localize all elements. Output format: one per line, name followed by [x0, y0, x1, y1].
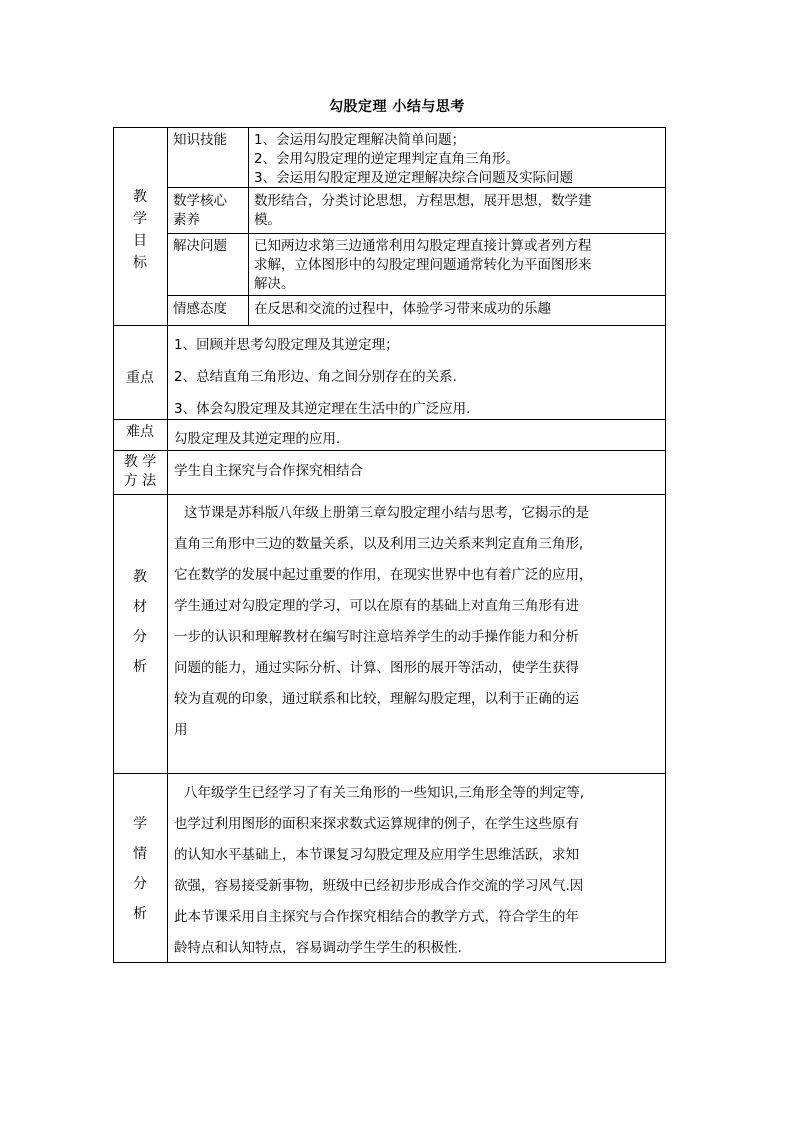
objective-row-knowledge-name: 知识技能	[173, 132, 227, 148]
material-analysis-label: 教 材 分 析	[133, 569, 147, 675]
learner-analysis-line: 也学过利用图形的面积来探求数式运算规律的例子，在学生这些原有	[174, 816, 579, 832]
material-analysis-line: 用	[174, 722, 188, 738]
method-label: 教 学 方 法	[123, 454, 157, 489]
objective-row-knowledge-line: 1、会运用勾股定理解决简单问题；	[254, 132, 466, 148]
objective-row-emotion-line: 在反思和交流的过程中，体验学习带来成功的乐趣	[254, 301, 551, 317]
objective-row-core-line: 模。	[254, 212, 281, 228]
difficulty-text: 勾股定理及其逆定理的应用.	[174, 431, 341, 447]
learner-analysis-line: 的认知水平基础上，本节课复习勾股定理及应用学生思维活跃，求知	[174, 847, 579, 863]
objective-row-core-line: 数形结合，分类讨论思想，方程思想，展开思想，数学建	[254, 193, 592, 209]
objective-row-core-name: 数学核心	[173, 193, 227, 209]
material-analysis-line: 较为直观的印象，通过联系和比较，理解勾股定理，以利于正确的运	[174, 691, 579, 707]
objective-row-solve-line: 解决。	[254, 276, 295, 292]
difficulty-label: 难点	[126, 424, 154, 440]
learner-analysis-line: 八年级学生已经学习了有关三角形的一些知识,三角形全等的判定等,	[184, 785, 585, 801]
material-analysis-line: 这节课是苏科版八年级上册第三章勾股定理小结与思考，它揭示的是	[184, 505, 589, 521]
objective-row-solve-name: 解决问题	[173, 238, 227, 254]
method-text: 学生自主探究与合作探究相结合	[174, 463, 363, 479]
objective-row-solve-line: 已知两边求第三边通常利用勾股定理直接计算或者列方程	[254, 238, 592, 254]
page-title: 勾股定理 小结与思考	[329, 99, 465, 115]
key-point-item: 2、总结直角三角形边、角之间分别存在的关系.	[174, 369, 457, 385]
objectives-label: 教 学 目 标	[133, 189, 147, 271]
objective-row-core-name: 素养	[173, 212, 200, 228]
key-point-item: 3、体会勾股定理及其逆定理在生活中的广泛应用.	[174, 401, 471, 417]
key-point-item: 1、回顾并思考勾股定理及其逆定理；	[174, 337, 399, 353]
learner-analysis-line: 欲强，容易接受新事物，班级中已经初步形成合作交流的学习风气.因	[174, 878, 584, 894]
material-analysis-line: 直角三角形中三边的数量关系，以及利用三边关系来判定直角三角形,	[174, 536, 584, 552]
material-analysis-line: 问题的能力，通过实际分析、计算、图形的展开等活动，使学生获得	[174, 660, 579, 676]
key-points-label: 重点	[126, 370, 154, 386]
material-analysis-line: 一步的认识和理解教材在编写时注意培养学生的动手操作能力和分析	[174, 629, 579, 645]
objective-row-knowledge-line: 2、会用勾股定理的逆定理判定直角三角形。	[254, 151, 520, 167]
objective-row-knowledge-line: 3、会运用勾股定理及逆定理解决综合问题及实际问题	[254, 170, 574, 186]
objective-row-solve-line: 求解，立体图形中的勾股定理问题通常转化为平面图形来	[254, 257, 592, 273]
objective-row-emotion-name: 情感态度	[173, 301, 227, 317]
learner-analysis-label: 学 情 分 析	[133, 816, 147, 922]
learner-analysis-line: 此本节课采用自主探究与合作探究相结合的教学方式，符合学生的年	[174, 909, 579, 925]
material-analysis-line: 它在数学的发展中起过重要的作用，在现实世界中也有着广泛的应用，	[174, 567, 593, 583]
material-analysis-line: 学生通过对勾股定理的学习，可以在原有的基础上对直角三角形有进	[174, 598, 579, 614]
learner-analysis-line: 龄特点和认知特点，容易调动学生学生的积极性.	[174, 940, 462, 956]
